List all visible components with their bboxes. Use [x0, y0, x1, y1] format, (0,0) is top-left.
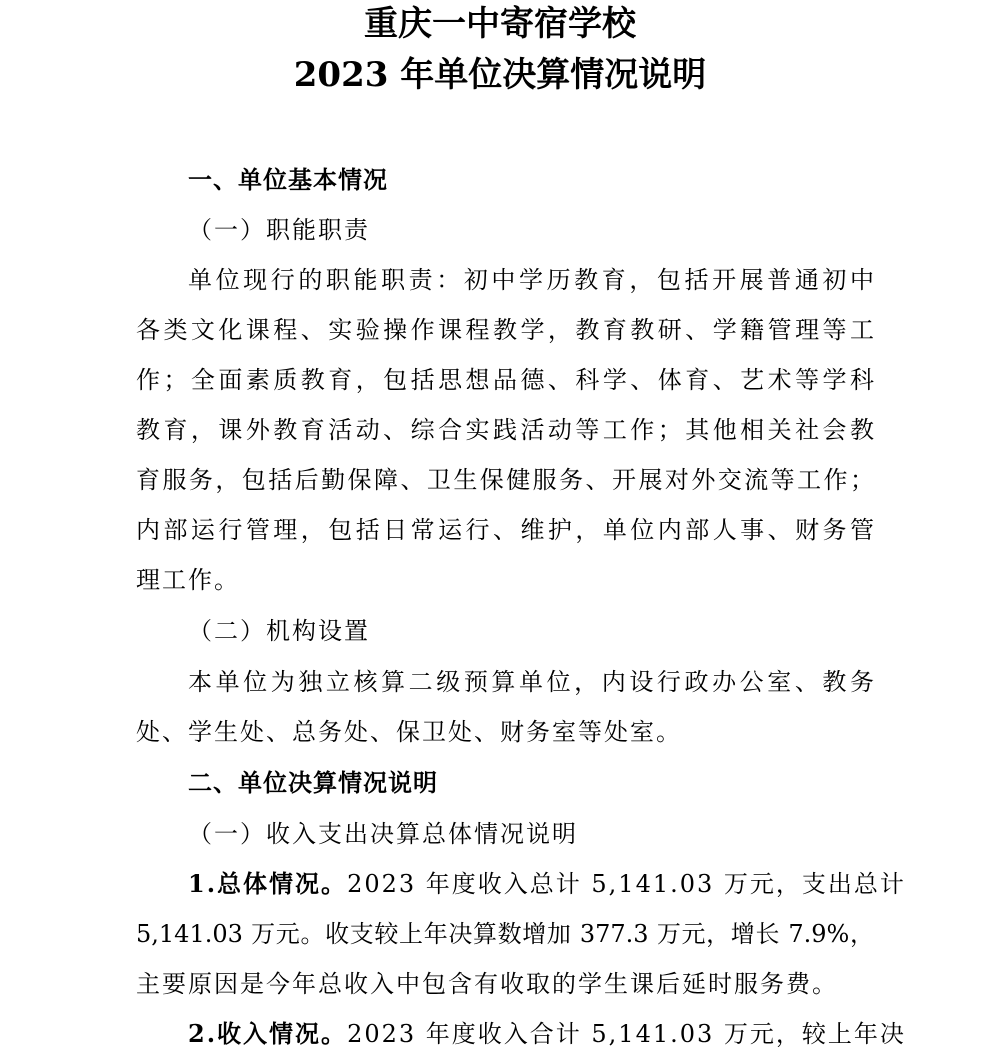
item2-line1-text: 2023 年度收入合计 5,141.03 万元，较上年决	[347, 1020, 906, 1048]
item1-line2: 5,141.03 万元。收支较上年决算数增加 377.3 万元，增长 7.9%，	[136, 920, 874, 948]
item1-line1-text: 2023 年度收入总计 5,141.03 万元，支出总计	[347, 870, 906, 898]
document-title-line1: 重庆一中寄宿学校	[364, 4, 636, 44]
paragraph-line: 理工作。	[136, 566, 240, 594]
paragraph-line: 作；全面素质教育，包括思想品德、科学、体育、艺术等学科	[136, 366, 874, 394]
section1-sub2-heading: （二）机构设置	[188, 617, 370, 645]
paragraph-line: 教育，课外教育活动、综合实践活动等工作；其他相关社会教	[136, 416, 874, 444]
section1-sub1-heading: （一）职能职责	[188, 216, 370, 244]
section1-heading: 一、单位基本情况	[188, 166, 388, 194]
paragraph-line: 各类文化课程、实验操作课程教学，教育教研、学籍管理等工	[136, 316, 874, 344]
item1-line1	[188, 868, 906, 900]
item1-label: 1.总体情况。	[188, 869, 348, 898]
item2-label: 2.收入情况。	[188, 1019, 348, 1048]
section2-heading: 二、单位决算情况说明	[188, 769, 438, 797]
document-title-line2: 2023 年单位决算情况说明	[293, 55, 707, 95]
item1-line3: 主要原因是今年总收入中包含有收取的学生课后延时服务费。	[136, 970, 838, 998]
paragraph-line: 育服务，包括后勤保障、卫生保健服务、开展对外交流等工作；	[136, 466, 874, 494]
section2-sub1-heading: （一）收入支出决算总体情况说明	[188, 820, 578, 848]
paragraph-line: 内部运行管理，包括日常运行、维护，单位内部人事、财务管	[136, 516, 874, 544]
item2-line1	[188, 1018, 906, 1050]
paragraph-line: 单位现行的职能职责：初中学历教育，包括开展普通初中	[188, 266, 874, 294]
paragraph-line: 本单位为独立核算二级预算单位，内设行政办公室、教务	[188, 668, 874, 696]
paragraph-line: 处、学生处、总务处、保卫处、财务室等处室。	[136, 718, 682, 746]
